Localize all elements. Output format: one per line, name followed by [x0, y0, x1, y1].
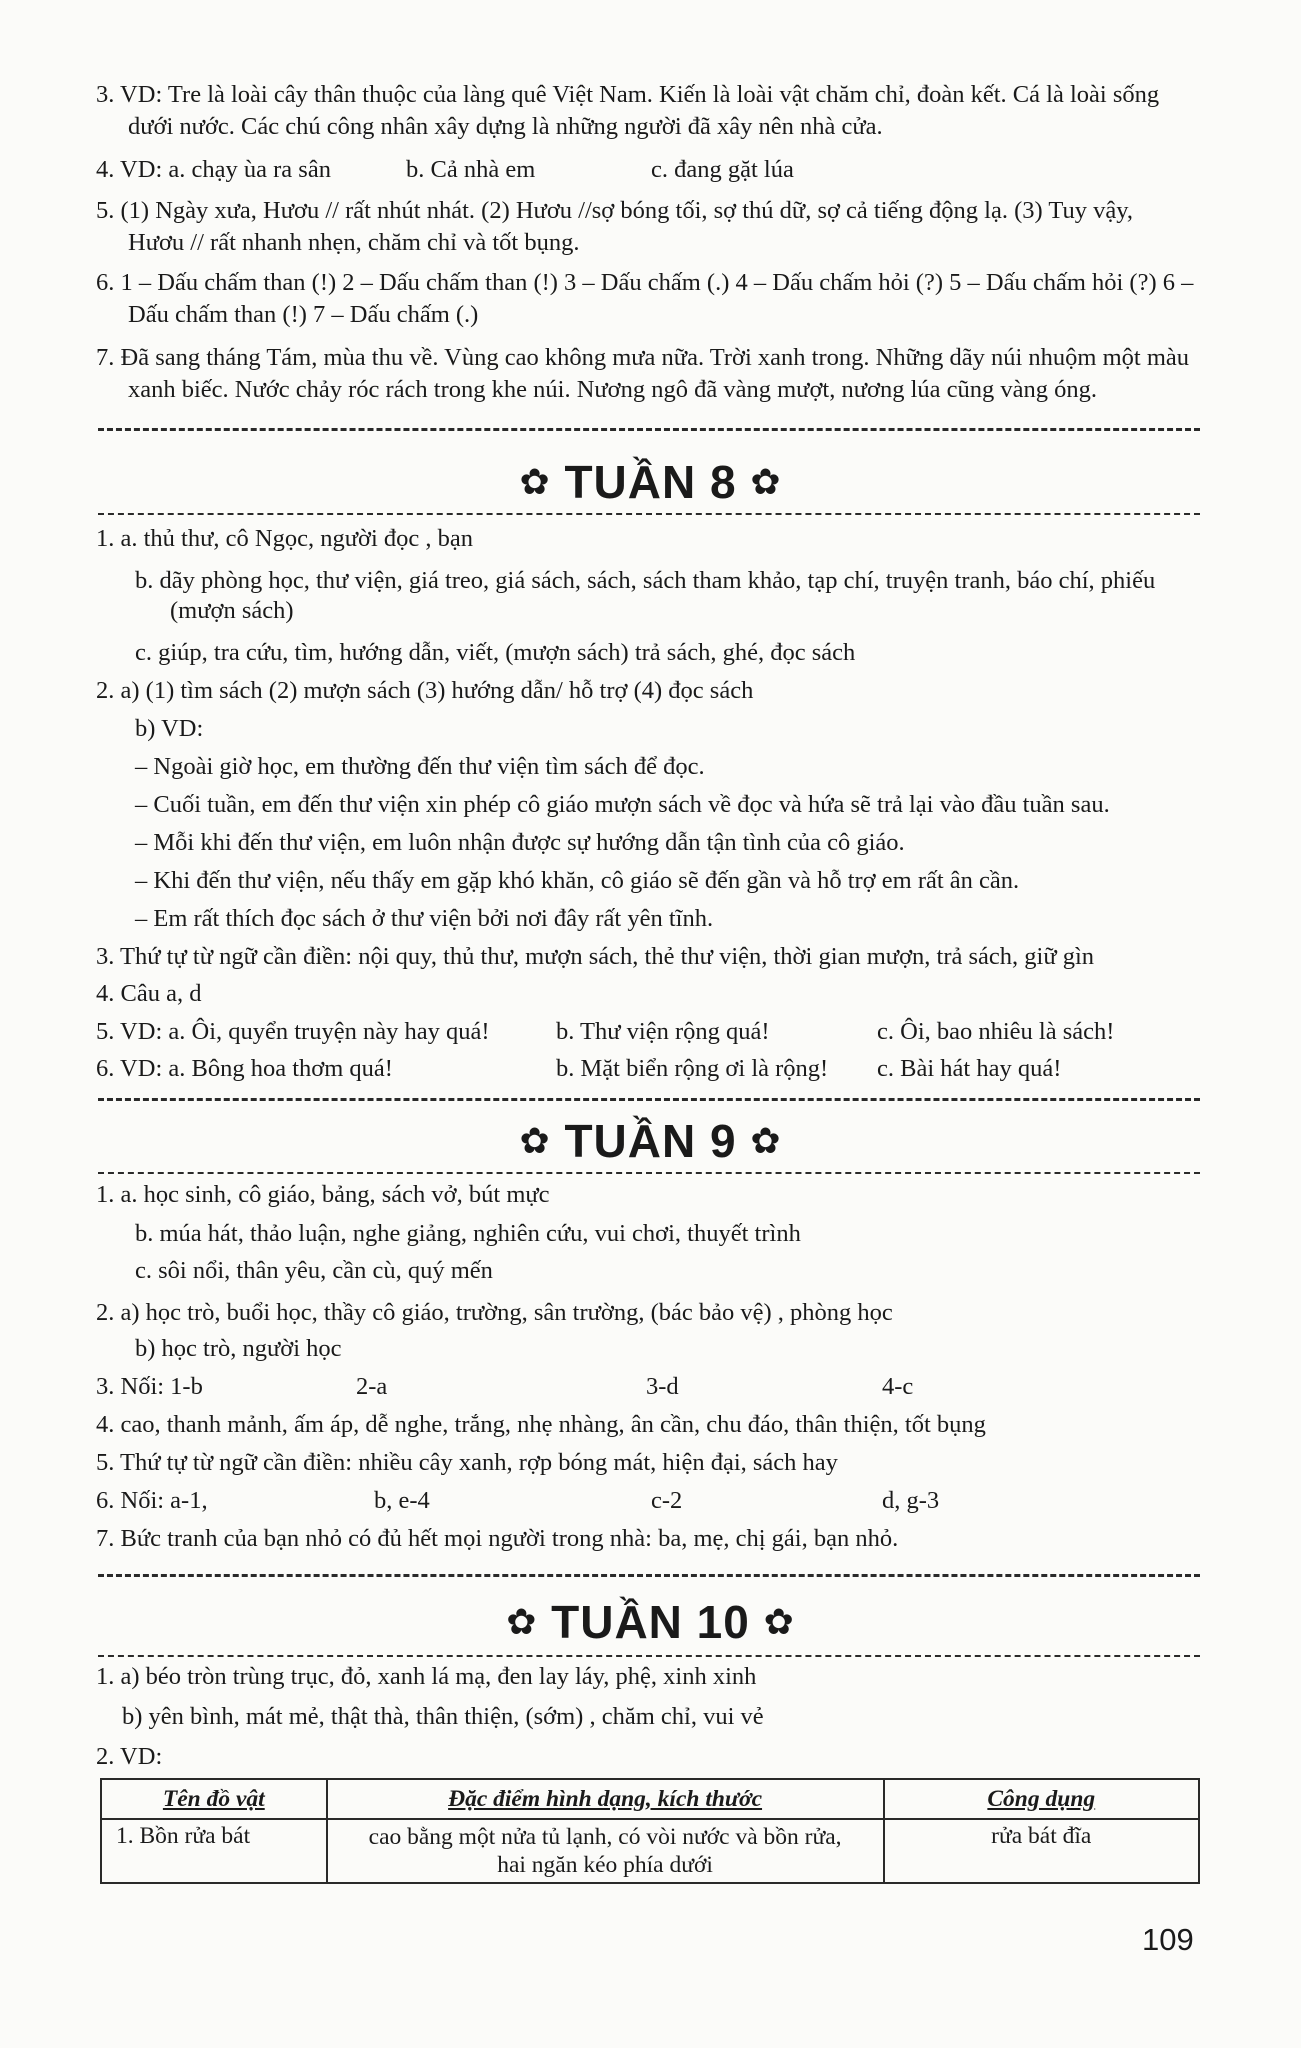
week-9-heading [0, 1114, 1301, 1168]
flower-icon: ✿ [763, 1601, 795, 1642]
w9-answer-6-3: c-2 [651, 1487, 683, 1514]
w8-answer-3: 3. Thứ tự từ ngữ cần điền: nội quy, thủ thư, mượn sách, thẻ thư viện, thời gian mượn, trả sách, giữ gìn [96, 943, 1095, 970]
w9-answer-1c: c. sôi nổi, thân yêu, cần cù, quý mến [135, 1257, 493, 1284]
divider [98, 1655, 1200, 1657]
w9-answer-3-3: 3-d [646, 1373, 679, 1400]
answer-7-line-2: xanh biếc. Nước chảy róc rách trong khe núi. Nương ngô đã vàng mượt, nương lúa cũng vàng óng. [128, 376, 1098, 403]
table-header: Công dụng [884, 1779, 1199, 1819]
w10-answer-1a: 1. a) béo tròn trùng trục, đỏ, xanh lá mạ, đen lay láy, phệ, xinh xinh [96, 1663, 757, 1690]
flower-icon: ✿ [519, 461, 551, 502]
week-9-title: TUẦN 9 [564, 1115, 737, 1167]
table-row [101, 1819, 1199, 1883]
w9-answer-6-2: b, e-4 [374, 1487, 430, 1514]
table-cell-desc [327, 1819, 884, 1883]
table-cell-desc-line-1: cao bằng một nửa tủ lạnh, có vòi nước và bồn rửa, [368, 1824, 842, 1850]
w8-answer-1c: c. giúp, tra cứu, tìm, hướng dẫn, viết, (mượn sách) trả sách, ghé, đọc sách [135, 639, 856, 666]
w8-example-4: – Khi đến thư viện, nếu thấy em gặp khó khăn, cô giáo sẽ đến gần và hỗ trợ em rất ân cần. [135, 867, 1020, 894]
w9-answer-5: 5. Thứ tự từ ngữ cần điền: nhiều cây xanh, rợp bóng mát, hiện đại, sách hay [96, 1449, 838, 1476]
w9-answer-3-2: 2-a [356, 1373, 388, 1400]
flower-icon: ✿ [506, 1601, 538, 1642]
answer-6-line-2: Dấu chấm than (!) 7 – Dấu chấm (.) [128, 301, 479, 328]
w8-answer-5-a: 5. VD: a. Ôi, quyển truyện này hay quá! [96, 1018, 490, 1045]
answer-3-line-1: 3. VD: Tre là loài cây thân thuộc của làng quê Việt Nam. Kiến là loài vật chăm chỉ, đoàn kết. Cá là loài sống [96, 81, 1160, 108]
w9-answer-4: 4. cao, thanh mảnh, ấm áp, dễ nghe, trắng, nhẹ nhàng, ân cần, chu đáo, thân thiện, tốt bụng [96, 1411, 986, 1438]
answer-3-line-2: dưới nước. Các chú công nhân xây dựng là những người đã xây nên nhà cửa. [128, 113, 883, 140]
w9-answer-2a: 2. a) học trò, buổi học, thầy cô giáo, trường, sân trường, (bác bảo vệ) , phòng học [96, 1299, 893, 1326]
flower-icon: ✿ [750, 461, 782, 502]
divider [98, 1574, 1200, 1577]
week-8-heading [0, 455, 1301, 509]
w8-answer-6-a: 6. VD: a. Bông hoa thơm quá! [96, 1055, 393, 1082]
w8-answer-2a: 2. a) (1) tìm sách (2) mượn sách (3) hướng dẫn/ hỗ trợ (4) đọc sách [96, 677, 754, 704]
w8-example-2: – Cuối tuần, em đến thư viện xin phép cô giáo mượn sách về đọc và hứa sẽ trả lại vào đầu tuần sau. [135, 791, 1110, 818]
table-header: Tên đồ vật [101, 1779, 327, 1819]
w8-example-3: – Mỗi khi đến thư viện, em luôn nhận được sự hướng dẫn tận tình của cô giáo. [135, 829, 905, 856]
answer-4-c: c. đang gặt lúa [651, 156, 794, 183]
table-header-row [101, 1779, 1199, 1819]
w9-answer-6-1: 6. Nối: a-1, [96, 1487, 208, 1514]
divider [98, 428, 1200, 431]
flower-icon: ✿ [750, 1120, 782, 1161]
w8-answer-1a: 1. a. thủ thư, cô Ngọc, người đọc , bạn [96, 525, 473, 552]
divider [98, 1172, 1200, 1174]
w8-example-1: – Ngoài giờ học, em thường đến thư viện tìm sách để đọc. [135, 753, 705, 780]
table-header: Đặc điểm hình dạng, kích thước [327, 1779, 884, 1819]
w10-answer-1b: b) yên bình, mát mẻ, thật thà, thân thiện, (sớm) , chăm chỉ, vui vẻ [122, 1703, 764, 1730]
w8-answer-6-c: c. Bài hát hay quá! [877, 1055, 1062, 1082]
w8-answer-5-b: b. Thư viện rộng quá! [556, 1018, 770, 1045]
w9-answer-1b: b. múa hát, thảo luận, nghe giảng, nghiên cứu, vui chơi, thuyết trình [135, 1220, 801, 1247]
week-8-title: TUẦN 8 [564, 456, 737, 508]
week-10-title: TUẦN 10 [551, 1596, 750, 1648]
w8-example-5: – Em rất thích đọc sách ở thư viện bởi nơi đây rất yên tĩnh. [135, 905, 714, 932]
table-cell-name: 1. Bồn rửa bát [101, 1819, 327, 1883]
answer-7-line-1: 7. Đã sang tháng Tám, mùa thu về. Vùng cao không mưa nữa. Trời xanh trong. Những dãy núi nhuộm một màu [96, 344, 1190, 371]
w9-answer-7: 7. Bức tranh của bạn nhỏ có đủ hết mọi người trong nhà: ba, mẹ, chị gái, bạn nhỏ. [96, 1525, 899, 1552]
w9-answer-3-4: 4-c [882, 1373, 914, 1400]
w9-answer-6-4: d, g-3 [882, 1487, 940, 1514]
w10-answer-2: 2. VD: [96, 1743, 163, 1770]
w8-answer-1b-line-1: b. dãy phòng học, thư viện, giá treo, giá sách, sách, sách tham khảo, tạp chí, truyện tranh, báo chí, phiếu [135, 567, 1156, 594]
page-number: 109 [1142, 1922, 1194, 1957]
divider [98, 513, 1200, 515]
answer-4-a: 4. VD: a. chạy ùa ra sân [96, 156, 331, 183]
w9-answer-1a: 1. a. học sinh, cô giáo, bảng, sách vở, bút mực [96, 1181, 550, 1208]
table-cell-use: rửa bát đĩa [884, 1819, 1199, 1883]
w8-answer-5-c: c. Ôi, bao nhiêu là sách! [877, 1018, 1115, 1045]
flower-icon: ✿ [519, 1120, 551, 1161]
answer-5-line-2: Hươu // rất nhanh nhẹn, chăm chỉ và tốt bụng. [128, 229, 580, 256]
w9-answer-3-1: 3. Nối: 1-b [96, 1373, 203, 1400]
answer-6-line-1: 6. 1 – Dấu chấm than (!) 2 – Dấu chấm than (!) 3 – Dấu chấm (.) 4 – Dấu chấm hỏi (?) 5 – Dấu chấm hỏi (?) 6 – [96, 269, 1194, 296]
answer-5-line-1: 5. (1) Ngày xưa, Hươu // rất nhút nhát. (2) Hươu //sợ bóng tối, sợ thú dữ, sợ cả tiếng động lạ. (3) Tuy vậy, [96, 197, 1133, 224]
w8-answer-4: 4. Câu a, d [96, 980, 202, 1007]
answer-4-b: b. Cả nhà em [406, 156, 536, 183]
w8-answer-1b-line-2: (mượn sách) [170, 597, 294, 624]
week-10-heading [0, 1595, 1301, 1649]
w8-answer-2b: b) VD: [135, 715, 204, 742]
objects-table [100, 1778, 1200, 1884]
w8-answer-6-b: b. Mặt biển rộng ơi là rộng! [556, 1055, 829, 1082]
w9-answer-2b: b) học trò, người học [135, 1335, 342, 1362]
divider [98, 1098, 1200, 1101]
table-cell-desc-line-2: hai ngăn kéo phía dưới [497, 1852, 713, 1878]
